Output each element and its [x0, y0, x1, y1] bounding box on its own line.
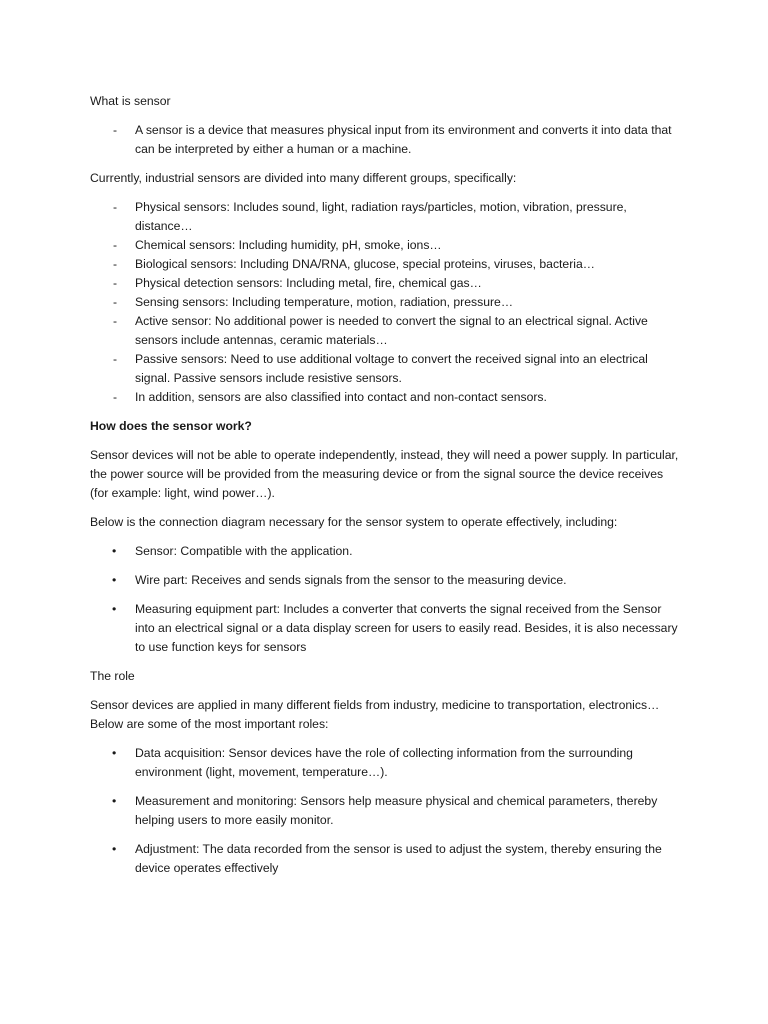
- paragraph-connection-diagram: Below is the connection diagram necessary for the sensor system to operate effectively, including:: [90, 515, 618, 529]
- list-item: - A sensor is a device that measures physical input from its environment and converts it into data that can be interpreted by either a human or a machine.: [90, 121, 680, 159]
- list-item: - Physical detection sensors: Including metal, fire, chemical gas…: [90, 274, 680, 293]
- section-heading-how-sensor-works: How does the sensor work?: [90, 419, 252, 433]
- list-item: - Chemical sensors: Including humidity, pH, smoke, ions…: [90, 236, 680, 255]
- section-heading-what-is-sensor: What is sensor: [90, 94, 171, 108]
- list-item: • Wire part: Receives and sends signals from the sensor to the measuring device.: [90, 571, 680, 590]
- list-item: • Sensor: Compatible with the application.: [90, 542, 680, 561]
- list-item: - Biological sensors: Including DNA/RNA, glucose, special proteins, viruses, bacteria…: [90, 255, 680, 274]
- list-item: - Active sensor: No additional power is needed to convert the signal to an electrical signal. Active sensors include antennas, ceramic materials…: [90, 312, 680, 350]
- paragraph-sensor-groups-intro: Currently, industrial sensors are divided into many different groups, specifically:: [90, 171, 517, 185]
- list-item: • Measurement and monitoring: Sensors help measure physical and chemical parameters, thereby helping users to more easily monitor.: [90, 792, 680, 830]
- connection-parts-list: [90, 542, 680, 657]
- definition-list: [90, 121, 680, 159]
- paragraph-power-supply: Sensor devices will not be able to operate independently, instead, they will need a power supply. In particular, the power source will be provided from the measuring device or from the signal source the device receives (for example: light, wind power…).: [90, 448, 679, 500]
- section-heading-the-role: The role: [90, 669, 135, 683]
- list-item: • Measuring equipment part: Includes a converter that converts the signal received from the Sensor into an electrical signal or a data display screen for users to easily read. Besides, it is also necessary to use function keys for sensors: [90, 600, 680, 657]
- list-item: - Passive sensors: Need to use additional voltage to convert the received signal into an electrical signal. Passive sensors include resistive sensors.: [90, 350, 680, 388]
- document-page: [90, 92, 680, 888]
- list-item: - Physical sensors: Includes sound, light, radiation rays/particles, motion, vibration, pressure, distance…: [90, 198, 680, 236]
- list-item: • Data acquisition: Sensor devices have the role of collecting information from the surrounding environment (light, movement, temperature…).: [90, 744, 680, 782]
- paragraph-role-intro: Sensor devices are applied in many different fields from industry, medicine to transportation, electronics… Below are some of the most important roles:: [90, 698, 660, 731]
- list-item: • Adjustment: The data recorded from the sensor is used to adjust the system, thereby ensuring the device operates effectively: [90, 840, 680, 878]
- roles-list: [90, 744, 680, 878]
- sensor-groups-list: [90, 198, 680, 407]
- list-item: - Sensing sensors: Including temperature, motion, radiation, pressure…: [90, 293, 680, 312]
- list-item: - In addition, sensors are also classified into contact and non-contact sensors.: [90, 388, 680, 407]
